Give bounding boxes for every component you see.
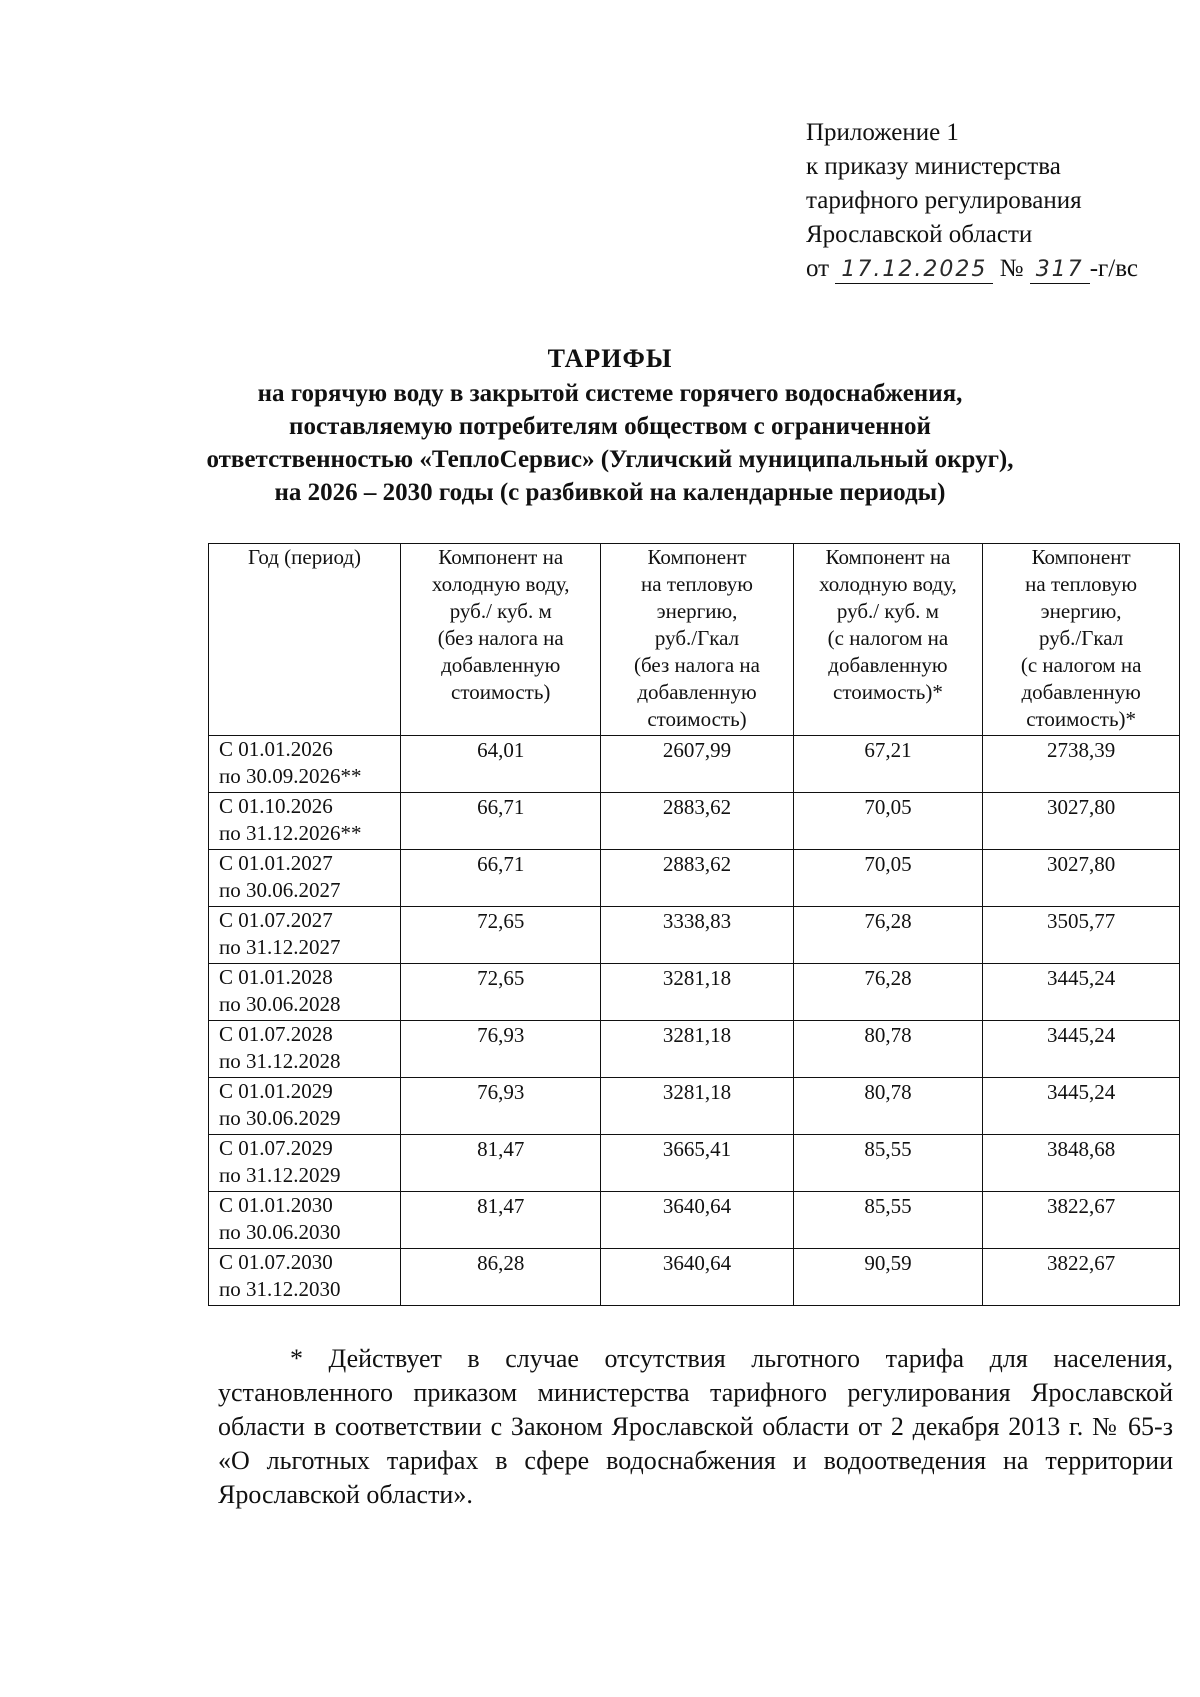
appendix-date-number-line xyxy=(806,252,1166,286)
value-cold-no-vat: 76,93 xyxy=(401,1078,601,1135)
handwritten-number: 317 xyxy=(1030,257,1090,284)
title-line-3: ответственностью «ТеплоСервис» (Угличский муниципальный округ), xyxy=(206,446,1014,473)
value-heat-no-vat: 2883,62 xyxy=(601,793,793,850)
period-from: С 01.07.2029 xyxy=(219,1136,333,1160)
value-heat-vat: 3445,24 xyxy=(983,1078,1180,1135)
handwritten-date: 17.12.2025 xyxy=(835,257,993,284)
title-main: ТАРИФЫ xyxy=(547,344,673,373)
period-to: по 30.06.2028 xyxy=(219,992,341,1016)
period-to: по 31.12.2028 xyxy=(219,1049,341,1073)
period-to: по 30.06.2030 xyxy=(219,1220,341,1244)
table-row xyxy=(209,1078,1180,1135)
title-line-2: поставляемую потребителям обществом с ограниченной xyxy=(289,413,931,440)
table-row xyxy=(209,736,1180,793)
header-line: добавленную xyxy=(441,653,561,677)
value-cold-no-vat: 66,71 xyxy=(401,793,601,850)
header-line: (без налога на xyxy=(634,653,760,677)
value-heat-vat: 3848,68 xyxy=(983,1135,1180,1192)
table-row xyxy=(209,1249,1180,1306)
period-to: по 30.06.2027 xyxy=(219,878,341,902)
period-cell xyxy=(209,850,401,907)
tariff-table xyxy=(208,543,1180,1306)
header-line: холодную воду, xyxy=(431,572,570,596)
value-cold-vat: 80,78 xyxy=(793,1021,983,1078)
value-heat-no-vat: 3640,64 xyxy=(601,1249,793,1306)
header-heat-no-vat xyxy=(601,544,793,736)
header-line: Компонент xyxy=(647,545,747,569)
order-suffix: -г/вс xyxy=(1089,255,1138,282)
header-line: стоимость)* xyxy=(1026,707,1137,731)
table-body xyxy=(209,736,1180,1306)
from-label: от xyxy=(806,255,830,282)
value-cold-vat: 70,05 xyxy=(793,850,983,907)
period-to: по 30.06.2029 xyxy=(219,1106,341,1130)
period-cell xyxy=(209,907,401,964)
header-line: добавленную xyxy=(1021,680,1141,704)
value-cold-vat: 70,05 xyxy=(793,793,983,850)
header-line: добавленную xyxy=(828,653,948,677)
title-line-4: на 2026 – 2030 годы (с разбивкой на календарные периоды) xyxy=(274,479,946,506)
period-to: по 31.12.2027 xyxy=(219,935,341,959)
period-cell xyxy=(209,1249,401,1306)
header-line: руб./ куб. м xyxy=(449,599,552,623)
period-from: С 01.07.2028 xyxy=(219,1022,333,1046)
period-from: С 01.01.2030 xyxy=(219,1193,333,1217)
value-heat-vat: 3027,80 xyxy=(983,793,1180,850)
number-label: № xyxy=(999,255,1024,282)
header-line: стоимость)* xyxy=(833,680,943,704)
appendix-block xyxy=(806,116,1166,286)
period-to: по 31.12.2030 xyxy=(219,1277,341,1301)
period-cell xyxy=(209,1192,401,1249)
table-row xyxy=(209,793,1180,850)
value-heat-vat: 3445,24 xyxy=(983,1021,1180,1078)
value-heat-no-vat: 2883,62 xyxy=(601,850,793,907)
period-from: С 01.01.2028 xyxy=(219,965,333,989)
period-to: по 31.12.2029 xyxy=(219,1163,341,1187)
header-line: Компонент xyxy=(1031,545,1131,569)
appendix-ministry-line: тарифного регулирования xyxy=(806,187,1082,214)
period-from: С 01.01.2027 xyxy=(219,851,333,875)
header-line: добавленную xyxy=(637,680,757,704)
value-cold-no-vat: 66,71 xyxy=(401,850,601,907)
value-cold-no-vat: 86,28 xyxy=(401,1249,601,1306)
value-heat-no-vat: 3665,41 xyxy=(601,1135,793,1192)
table-header-row xyxy=(209,544,1180,736)
table-row xyxy=(209,1135,1180,1192)
value-cold-no-vat: 81,47 xyxy=(401,1192,601,1249)
header-line: Компонент на xyxy=(825,545,951,569)
header-line: (без налога на xyxy=(437,626,564,650)
value-heat-no-vat: 3338,83 xyxy=(601,907,793,964)
value-cold-no-vat: 81,47 xyxy=(401,1135,601,1192)
period-from: С 01.01.2026 xyxy=(219,737,333,761)
table-row xyxy=(209,850,1180,907)
value-cold-no-vat: 72,65 xyxy=(401,964,601,1021)
value-heat-no-vat: 3281,18 xyxy=(601,964,793,1021)
header-line: энергию, xyxy=(656,599,738,623)
table-row xyxy=(209,1192,1180,1249)
value-heat-vat: 2738,39 xyxy=(983,736,1180,793)
header-line: стоимость) xyxy=(647,707,747,731)
period-to: по 30.09.2026** xyxy=(219,764,362,788)
period-from: С 01.01.2029 xyxy=(219,1079,333,1103)
header-line: на тепловую xyxy=(641,572,753,596)
document-title xyxy=(200,342,1020,509)
value-cold-vat: 90,59 xyxy=(793,1249,983,1306)
header-cold-vat xyxy=(793,544,983,736)
title-line-1: на горячую воду в закрытой системе горячего водоснабжения, xyxy=(257,380,963,407)
period-cell xyxy=(209,793,401,850)
value-cold-vat: 85,55 xyxy=(793,1135,983,1192)
header-line: Компонент на xyxy=(438,545,564,569)
header-line: (с налогом на xyxy=(827,626,949,650)
value-cold-vat: 85,55 xyxy=(793,1192,983,1249)
value-cold-vat: 80,78 xyxy=(793,1078,983,1135)
header-line: руб./ куб. м xyxy=(836,599,939,623)
value-heat-vat: 3445,24 xyxy=(983,964,1180,1021)
period-from: С 01.10.2026 xyxy=(219,794,333,818)
table-row xyxy=(209,907,1180,964)
period-cell xyxy=(209,736,401,793)
value-heat-vat: 3822,67 xyxy=(983,1192,1180,1249)
value-heat-no-vat: 3640,64 xyxy=(601,1192,793,1249)
footnote xyxy=(218,1342,1173,1512)
table-row xyxy=(209,964,1180,1021)
period-cell xyxy=(209,1135,401,1192)
appendix-title: Приложение 1 xyxy=(806,119,959,146)
appendix-region-line: Ярославской области xyxy=(806,221,1033,248)
period-to: по 31.12.2026** xyxy=(219,821,362,845)
header-cold-no-vat xyxy=(401,544,601,736)
footnote-text: * Действует в случае отсутствия льготного тарифа для населения, установленного приказом министерства тарифного регулирования Ярославской области в соответствии с Законом Ярославской области от 2 декабря 2013 г. № 65-з «О льготных тарифах в сфере водоснабжения и водоотведения на территории Ярославской области». xyxy=(218,1344,1173,1509)
table-row xyxy=(209,1021,1180,1078)
period-cell xyxy=(209,1078,401,1135)
header-line: стоимость) xyxy=(451,680,551,704)
header-line: руб./Гкал xyxy=(1039,626,1124,650)
period-from: С 01.07.2027 xyxy=(219,908,333,932)
period-cell xyxy=(209,1021,401,1078)
value-heat-vat: 3822,67 xyxy=(983,1249,1180,1306)
header-heat-vat xyxy=(983,544,1180,736)
header-line: руб./Гкал xyxy=(654,626,740,650)
value-cold-vat: 76,28 xyxy=(793,907,983,964)
value-heat-no-vat: 2607,99 xyxy=(601,736,793,793)
header-line: холодную воду, xyxy=(819,572,957,596)
header-line: Год (период) xyxy=(248,545,362,569)
value-cold-vat: 67,21 xyxy=(793,736,983,793)
value-cold-vat: 76,28 xyxy=(793,964,983,1021)
value-cold-no-vat: 64,01 xyxy=(401,736,601,793)
period-cell xyxy=(209,964,401,1021)
value-heat-vat: 3505,77 xyxy=(983,907,1180,964)
header-line: энергию, xyxy=(1040,599,1122,623)
header-line: (с налогом на xyxy=(1020,653,1142,677)
header-line: на тепловую xyxy=(1025,572,1138,596)
value-heat-no-vat: 3281,18 xyxy=(601,1078,793,1135)
value-heat-vat: 3027,80 xyxy=(983,850,1180,907)
value-cold-no-vat: 76,93 xyxy=(401,1021,601,1078)
value-cold-no-vat: 72,65 xyxy=(401,907,601,964)
header-period xyxy=(209,544,401,736)
appendix-order-line: к приказу министерства xyxy=(806,153,1061,180)
value-heat-no-vat: 3281,18 xyxy=(601,1021,793,1078)
period-from: С 01.07.2030 xyxy=(219,1250,333,1274)
